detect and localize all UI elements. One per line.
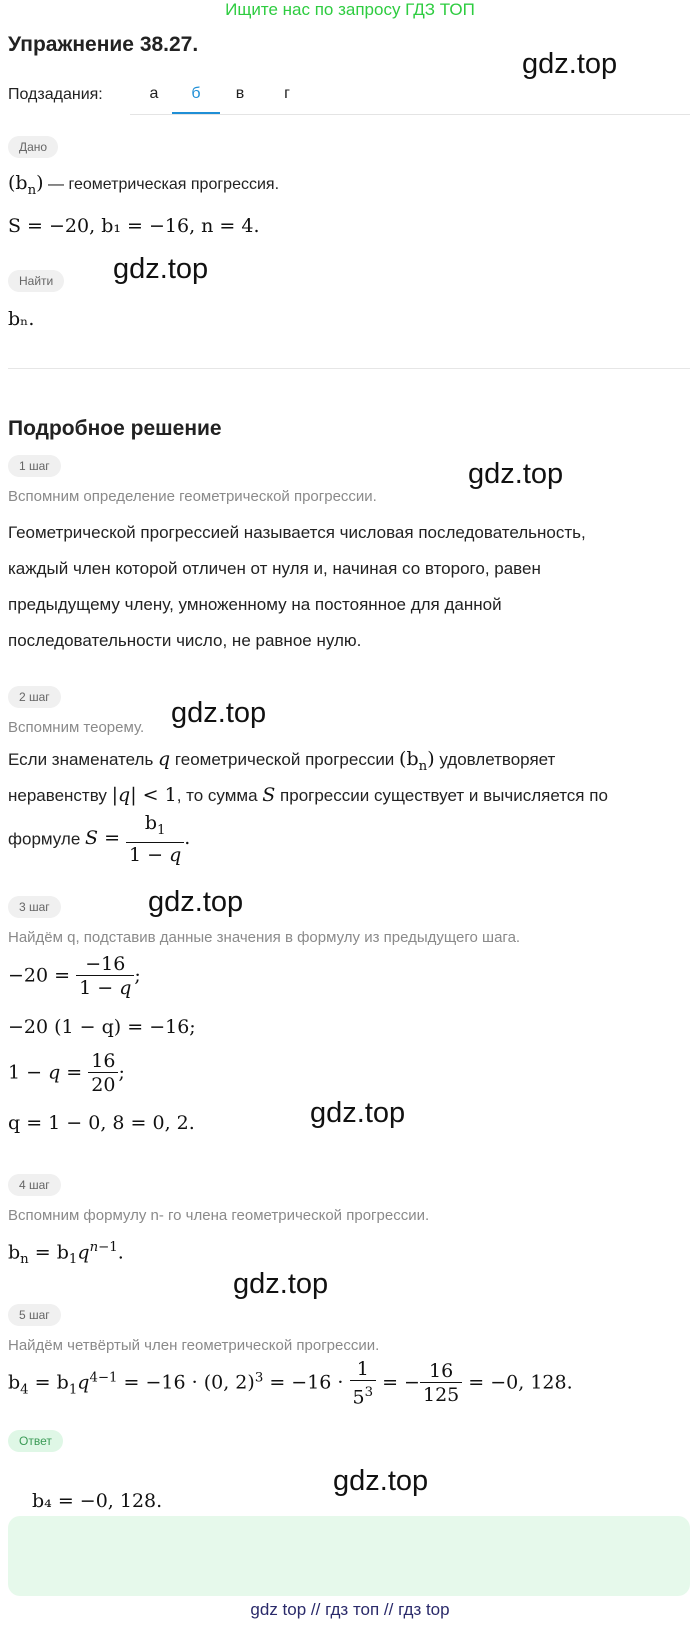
tab-v[interactable]: в [235, 85, 245, 102]
find-value: bₙ. [8, 308, 35, 330]
step-3-pill: 3 шаг [8, 896, 61, 918]
step-2-line-1: Если знаменатель q геометрической прогрессии $(b_n)$ удовлетворяет [8, 748, 556, 774]
answer-value: b₄ = −0, 128. [32, 1490, 163, 1512]
given-line-1: $(b_n)$ — геометрическая прогрессия. [8, 172, 280, 198]
tabs-divider [130, 114, 690, 115]
watermark: gdz.top [171, 697, 267, 729]
given-line-2: S = −20, b₁ = −16, n = 4. [8, 215, 260, 237]
given-pill: Дано [8, 136, 58, 158]
tab-b[interactable]: б [172, 82, 220, 114]
promo-banner[interactable]: Ищите нас по запросу ГДЗ ТОП [225, 0, 475, 19]
step-3-hint: Найдём q, подставив данные значения в формулу из предыдущего шага. [8, 929, 521, 946]
answer-pill: Ответ [8, 1430, 63, 1452]
watermark: gdz.top [233, 1268, 329, 1300]
watermark: gdz.top [468, 458, 564, 490]
step-1-hint: Вспомним определение геометрической прогрессии. [8, 488, 377, 505]
watermark: gdz.top [113, 253, 209, 285]
step-4-hint: Вспомним формулу n- го члена геометрической прогрессии. [8, 1207, 430, 1224]
step-5-pill: 5 шаг [8, 1304, 61, 1326]
step-2-pill: 2 шаг [8, 686, 61, 708]
section-divider [8, 368, 690, 369]
subtasks-label: Подзадания: [8, 86, 103, 103]
step-3-eq-3: 1 − q = $\frac{16}{20}$ ; [8, 1050, 125, 1096]
step-1-text: Геометрической прогрессией называется числовая последовательность, каждый член которой отличен от нуля и, начиная со второго, равен предыдущему члену, умноженному на постоянное для данной последовательности число, не равное нулю. [8, 523, 586, 650]
watermark: gdz.top [310, 1097, 406, 1129]
watermark: gdz.top [333, 1465, 429, 1497]
step-2-line-3: формуле S = $\frac{b_1}{1 - q}$ . [8, 812, 191, 866]
footer-links[interactable]: gdz top // гдз топ // гдз top [250, 1600, 450, 1619]
tab-g[interactable]: г [284, 85, 290, 102]
page-title: Упражнение 38.27. [8, 33, 199, 56]
solution-title: Подробное решение [8, 417, 222, 440]
step-4-pill: 4 шаг [8, 1174, 61, 1196]
step-2-line-2: неравенству |q| < 1, то сумма S прогрессии существует и вычисляется по [8, 784, 608, 806]
step-4-formula: $b_n = b_1q^{n-1}$. [8, 1240, 124, 1268]
watermark: gdz.top [148, 886, 244, 918]
step-3-eq-4: q = 1 − 0, 8 = 0, 2. [8, 1112, 195, 1134]
step-5-calculation: $b_4 = b_1q^{4-1} = -16 \cdot (0$, 2)$^3$ = −16 · $\frac{1}{5^3}$ = − $\frac{16}{125}$ = −0, 128. [8, 1358, 573, 1409]
find-pill: Найти [8, 270, 64, 292]
step-3-eq-2: −20 (1 − q) = −16; [8, 1016, 196, 1038]
step-1-pill: 1 шаг [8, 455, 61, 477]
watermark: gdz.top [522, 48, 618, 80]
step-2-hint: Вспомним теорему. [8, 719, 145, 736]
tab-a[interactable]: а [149, 85, 159, 102]
step-5-hint: Найдём четвёртый член геометрической прогрессии. [8, 1337, 380, 1354]
answer-box [8, 1516, 690, 1596]
step-3-eq-1: −20 = $\frac{-16}{1 - q}$ ; [8, 953, 141, 999]
